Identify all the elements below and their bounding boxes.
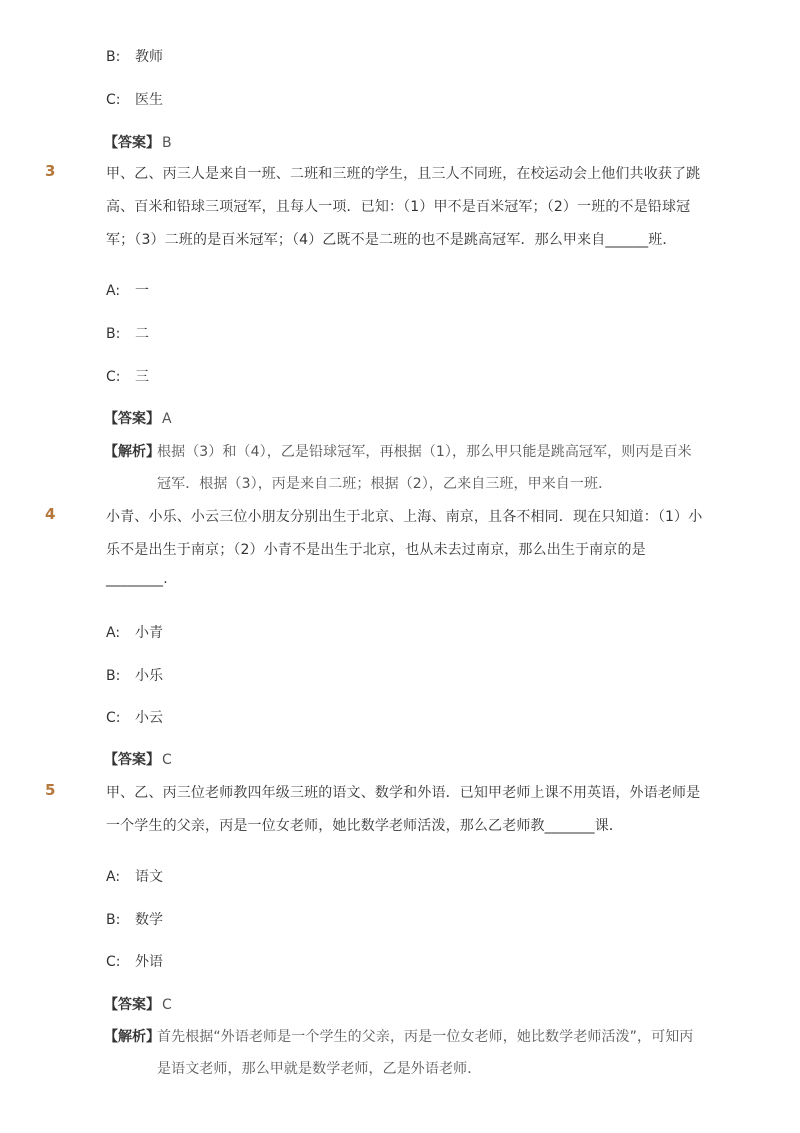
option-a: A: 一 (106, 283, 149, 299)
option-a: A: 小青 (106, 625, 163, 641)
answer: 【答案】 A (104, 411, 172, 427)
question-text-line: 一个学生的父亲，丙是一位女老师，她比数学老师活泼，那么乙老师教_______课． (106, 818, 623, 834)
explanation-line: 是语文老师，那么甲就是数学老师，乙是外语老师． (157, 1061, 482, 1077)
option-b: B: 教师 (106, 49, 163, 65)
answer: 【答案】 B (104, 135, 172, 151)
question-number: 4 (45, 505, 56, 523)
question-number: 5 (45, 781, 56, 799)
question-text-line: 乐不是出生于南京；（2）小青不是出生于北京，也从未去过南京，那么出生于南京的是 (106, 542, 646, 558)
question-text-line: 高、百米和铅球三项冠军，且每人一项．已知：（1）甲不是百米冠军；（2）一班的不是铅球冠 (106, 199, 691, 215)
question-text-line: 小青、小乐、小云三位小朋友分别出生于北京、上海、南京，且各不相同．现在只知道：（1）小 (106, 509, 703, 525)
answer: 【答案】 C (104, 997, 172, 1013)
question-text-line: 军；（3）二班的是百米冠军；（4）乙既不是二班的也不是跳高冠军．那么甲来自______班． (106, 232, 677, 248)
question-text-line: 甲、乙、丙三位老师教四年级三班的语文、数学和外语．已知甲老师上课不用英语，外语老师是 (106, 785, 701, 801)
explanation-label: 【解析】 (104, 1029, 160, 1045)
explanation-line: 根据（3）和（4），乙是铅球冠军，再根据（1），那么甲只能是跳高冠军，则丙是百米 (157, 444, 692, 460)
question-text-line: 甲、乙、丙三人是来自一班、二班和三班的学生，且三人不同班，在校运动会上他们共收获了跳 (106, 166, 701, 182)
answer: 【答案】 C (104, 752, 172, 768)
option-b: B: 数学 (106, 912, 163, 928)
explanation-label: 【解析】 (104, 444, 160, 460)
option-c: C: 医生 (106, 92, 163, 108)
option-b: B: 小乐 (106, 668, 163, 684)
option-c: C: 外语 (106, 954, 163, 970)
option-a: A: 语文 (106, 869, 163, 885)
option-c: C: 三 (106, 369, 149, 385)
explanation-line: 首先根据“外语老师是一个学生的父亲，丙是一位女老师，她比数学老师活泼”，可知丙 (157, 1029, 694, 1045)
question-number: 3 (45, 162, 56, 180)
question-text-line: ________. (106, 571, 168, 587)
option-c: C: 小云 (106, 710, 163, 726)
option-b: B: 二 (106, 326, 149, 342)
explanation-line: 冠军．根据（3），丙是来自二班；根据（2），乙来自三班，甲来自一班． (157, 476, 613, 492)
